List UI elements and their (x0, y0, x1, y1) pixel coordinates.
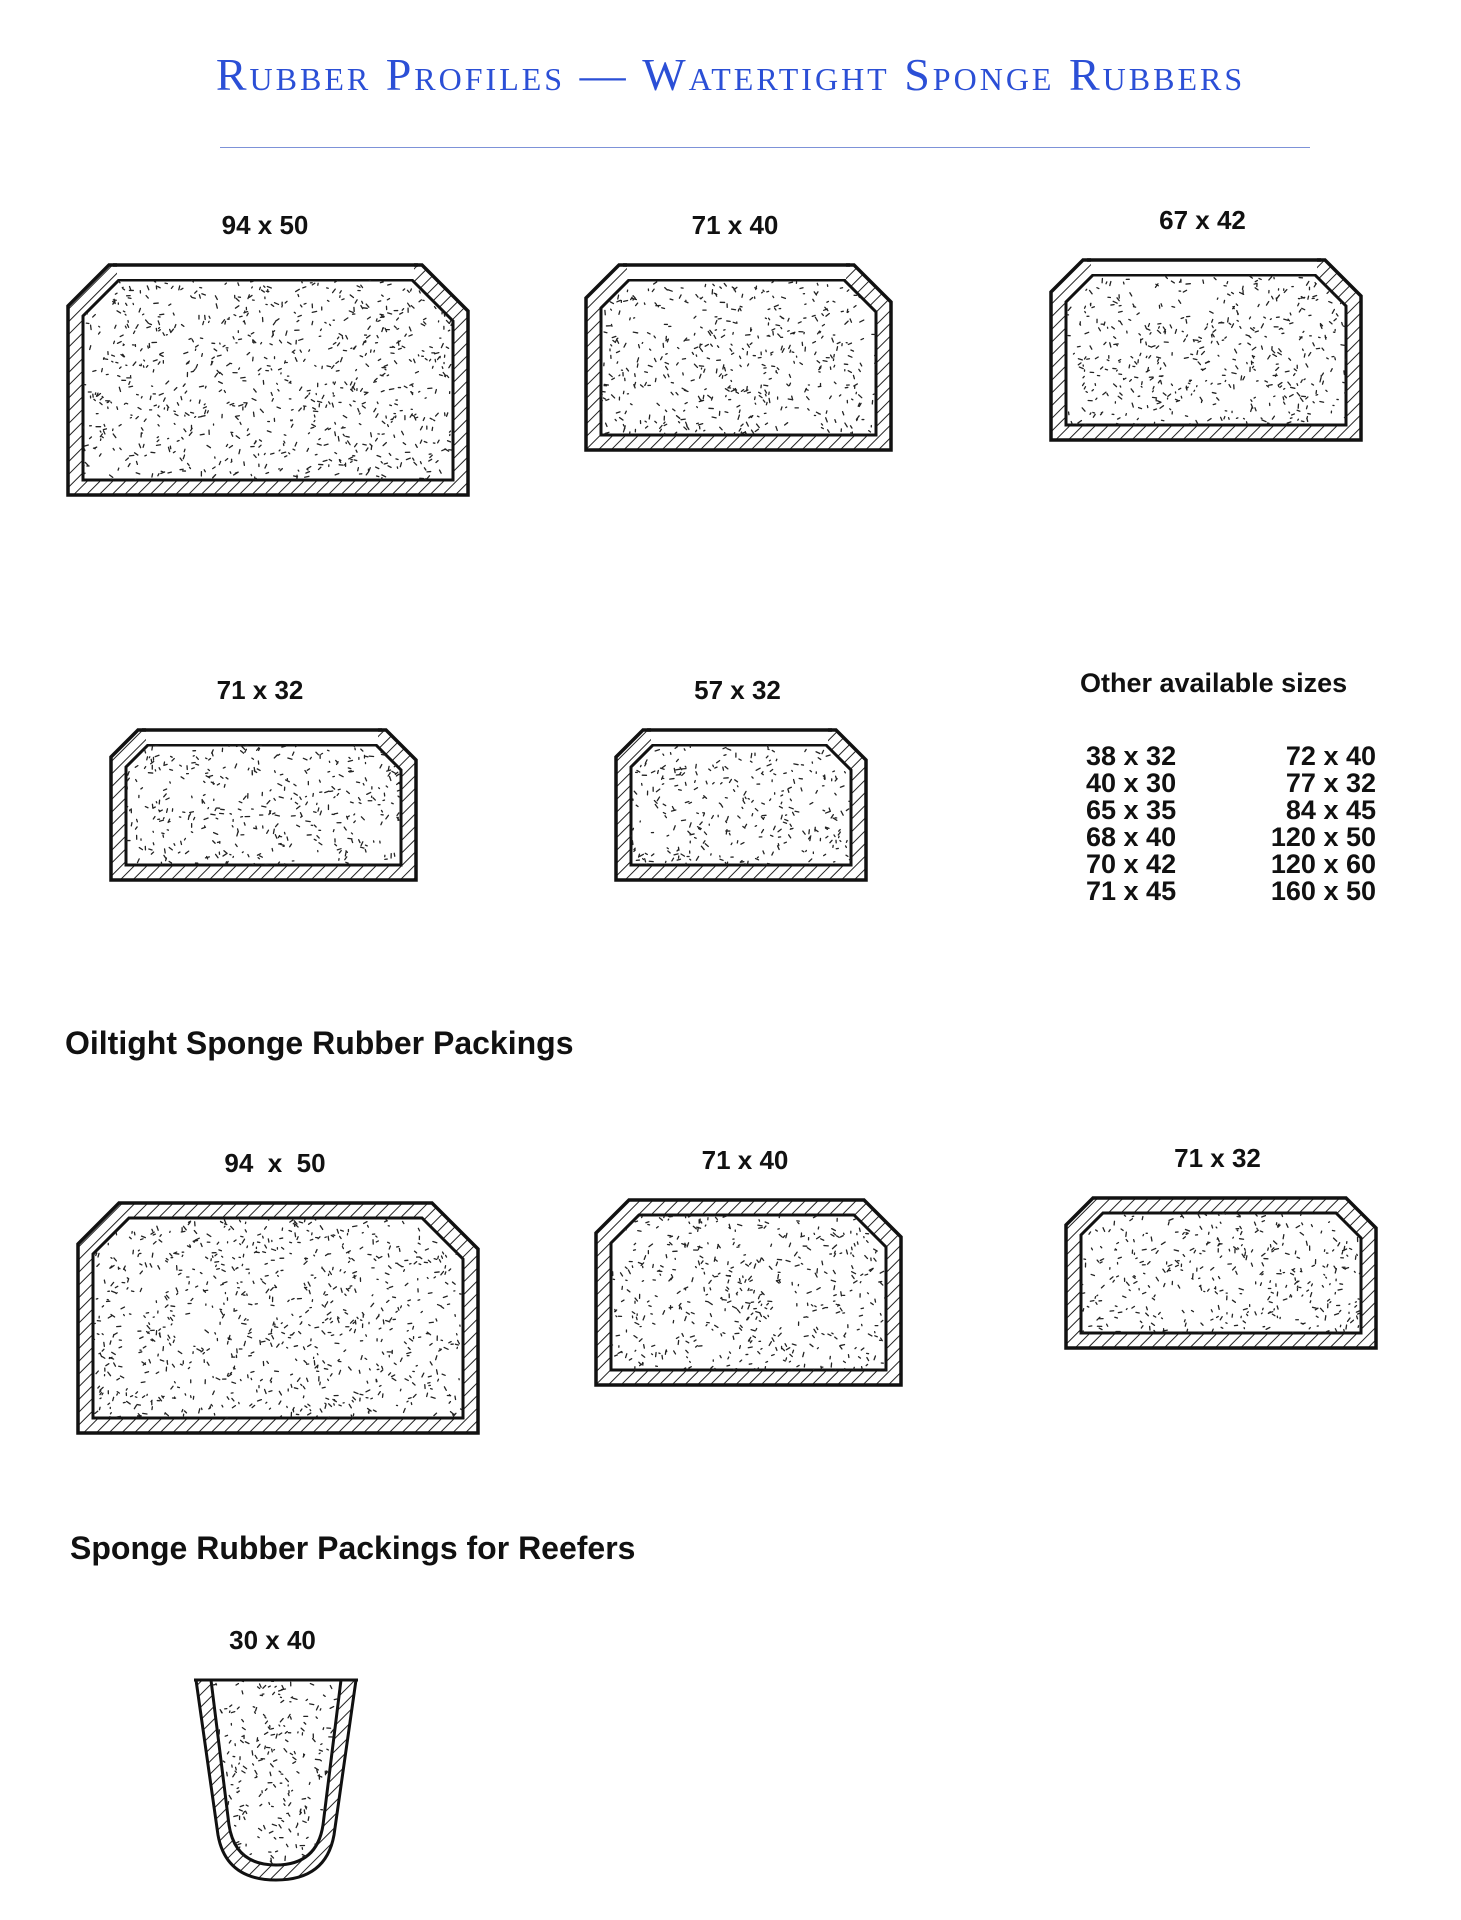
size-entry: 84 x 45 (1285, 795, 1376, 825)
other-sizes-heading: Other available sizes (1080, 668, 1348, 698)
profile-reefer-30x40 (190, 1625, 355, 1905)
profile-drawing (1063, 1143, 1383, 1358)
profile-watertight-67x42 (1045, 205, 1360, 450)
profile-drawing (583, 210, 898, 460)
profile-drawing (613, 675, 873, 890)
profile-oiltight-71x40 (590, 1145, 900, 1395)
profile-label: 94 x 50 (224, 1148, 326, 1178)
profile-label: 30 x 40 (229, 1625, 316, 1655)
profile-label: 94 x 50 (221, 210, 309, 240)
size-entry: 40 x 30 (1086, 768, 1177, 798)
profile-watertight-94x50 (60, 210, 470, 510)
profile-label: 71 x 32 (216, 675, 304, 705)
sizes-column-right (1271, 743, 1376, 905)
profile-label: 67 x 42 (1159, 205, 1246, 235)
sponge-core (211, 1680, 341, 1865)
other-sizes-block (1080, 668, 1400, 906)
profile-label: 71 x 32 (1174, 1143, 1261, 1173)
profile-watertight-57x32 (610, 675, 865, 895)
title-divider (220, 147, 1310, 148)
profile-drawing (75, 1148, 485, 1443)
section-heading-reefers: Sponge Rubber Packings for Reefers (70, 1530, 636, 1566)
section-heading-oiltight: Oiltight Sponge Rubber Packings (65, 1025, 574, 1061)
sponge-core (601, 280, 876, 435)
profile-watertight-71x32 (105, 675, 415, 895)
size-entry: 71 x 45 (1086, 876, 1177, 906)
sizes-column-left (1086, 743, 1176, 905)
profile-label: 57 x 32 (694, 675, 781, 705)
size-entry: 38 x 32 (1086, 741, 1177, 771)
size-entry: 120 x 60 (1270, 849, 1376, 879)
profile-drawing (193, 1625, 363, 1890)
profile-drawing (593, 1145, 908, 1395)
profile-drawing (108, 675, 423, 890)
profile-label: 71 x 40 (691, 210, 779, 240)
profile-drawing (65, 210, 475, 505)
profile-watertight-71x40 (580, 210, 890, 460)
sponge-core (126, 745, 401, 865)
profile-label: 71 x 40 (701, 1145, 789, 1175)
size-entry: 160 x 50 (1270, 876, 1376, 906)
size-entry: 120 x 50 (1270, 822, 1376, 852)
size-entry: 77 x 32 (1285, 768, 1376, 798)
page-title: Rubber Profiles — Watertight Sponge Rubbers (215, 49, 1246, 100)
size-entry: 65 x 35 (1086, 795, 1177, 825)
profile-oiltight-71x32 (1060, 1143, 1375, 1363)
profile-drawing (1048, 205, 1368, 450)
profile-oiltight-94x50 (70, 1148, 480, 1448)
size-entry: 72 x 40 (1285, 741, 1376, 771)
size-entry: 70 x 42 (1086, 849, 1177, 879)
size-entry: 68 x 40 (1086, 822, 1177, 852)
